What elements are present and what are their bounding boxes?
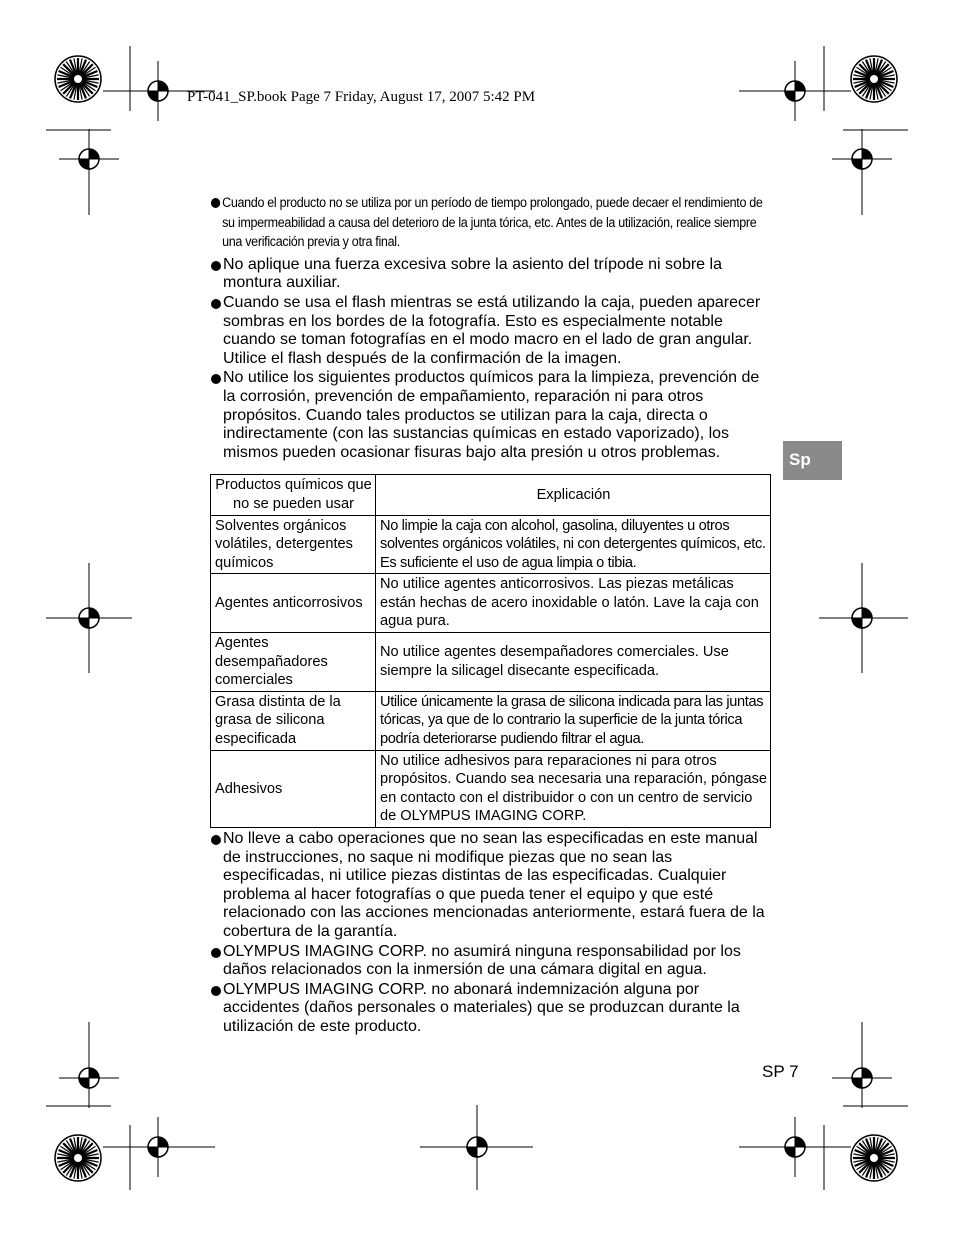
page-number: SP 7 — [762, 1062, 799, 1081]
language-tab-label: Sp — [789, 450, 811, 469]
table-row — [211, 515, 771, 574]
table-header-cell: Productos químicos que no se pueden usar — [211, 475, 376, 515]
print-header: PT-041_SP.book Page 7 Friday, August 17, 2007 5:42 PM — [187, 89, 536, 105]
table-cell-explanation: No limpie la caja con alcohol, gasolina, diluyentes u otros solventes orgánicos volátiles, ni con detergentes químicos, etc. Es suficiente el uso de agua limpia o tibia. — [376, 515, 771, 574]
bullet-item: No utilice los siguientes productos químicos para la limpieza, prevención de la corrosión, prevención de empañamiento, reparación ni para otros propósitos. Cuando tales productos se utilizan para la caja, directa o indirectamente (con las sustancias químicas en estado vaporizado), los mismos pueden ocasionar fisuras bajo alta presión u otros problemas. — [210, 369, 772, 462]
table-row — [211, 574, 771, 633]
bullet-item: OLYMPUS IMAGING CORP. no asumirá ninguna responsabilidad por los daños relacionados con la inmersión de una cámara digital en agua. — [210, 943, 772, 980]
table-cell-explanation: No utilice agentes desempañadores comerciales. Use siempre la silicagel disecante especificada. — [376, 633, 771, 692]
table-cell-product: Agentes desempañadores comerciales — [211, 633, 376, 692]
language-tab — [783, 441, 842, 480]
table-header-cell: Explicación — [376, 475, 771, 515]
table-cell-explanation: No utilice adhesivos para reparaciones ni para otros propósitos. Cuando sea necesaria una reparación, póngase en contacto con el distribuidor o con un centro de servicio de OLYMPUS IMAGING CORP. — [376, 750, 771, 827]
table-header-row — [211, 475, 771, 515]
table-cell-product: Solventes orgánicos volátiles, detergentes químicos — [211, 515, 376, 574]
table-cell-product: Grasa distinta de la grasa de silicona especificada — [211, 691, 376, 750]
bullet-item: Cuando el producto no se utiliza por un período de tiempo prolongado, puede decaer el rendimiento de su impermeabilidad a causa del deterioro de la junta tórica, etc. Antes de la utilización, realice siempre una verificación previa y otra final. — [210, 193, 776, 252]
main-content — [210, 193, 772, 1037]
table-row — [211, 750, 771, 827]
table-cell-product: Adhesivos — [211, 750, 376, 827]
table-row — [211, 633, 771, 692]
table-row — [211, 691, 771, 750]
bullet-item: Cuando se usa el flash mientras se está utilizando la caja, pueden aparecer sombras en los bordes de la fotografía. Esto es especialmente notable cuando se toman fotografías en el modo macro en el lado de gran angular. Utilice el flash después de la confirmación de la imagen. — [210, 294, 772, 368]
chemicals-table — [210, 474, 771, 828]
bullet-item: No aplique una fuerza excesiva sobre la asiento del trípode ni sobre la montura auxiliar. — [210, 256, 772, 293]
bullet-item: OLYMPUS IMAGING CORP. no abonará indemnización alguna por accidentes (daños personales o materiales) que se produzcan durante la utilización de este producto. — [210, 981, 772, 1037]
table-cell-explanation: No utilice agentes anticorrosivos. Las piezas metálicas están hechas de acero inoxidable o latón. Lave la caja con agua pura. — [376, 574, 771, 633]
table-cell-product: Agentes anticorrosivos — [211, 574, 376, 633]
table-cell-explanation: Utilice únicamente la grasa de silicona indicada para las juntas tóricas, ya que de lo contrario la superficie de la junta tórica podría deteriorarse pudiendo filtrar el agua. — [376, 691, 771, 750]
bullet-item: No lleve a cabo operaciones que no sean las especificadas en este manual de instrucciones, no saque ni modifique piezas que no sean las especificadas, ni utilice piezas distintas de las especificadas. Cualquier problema al hacer fotografías o que pueda tener el equipo y que esté relacionado con las acciones mencionadas anteriormente, estará fuera de la cobertura de la garantía. — [210, 830, 772, 942]
